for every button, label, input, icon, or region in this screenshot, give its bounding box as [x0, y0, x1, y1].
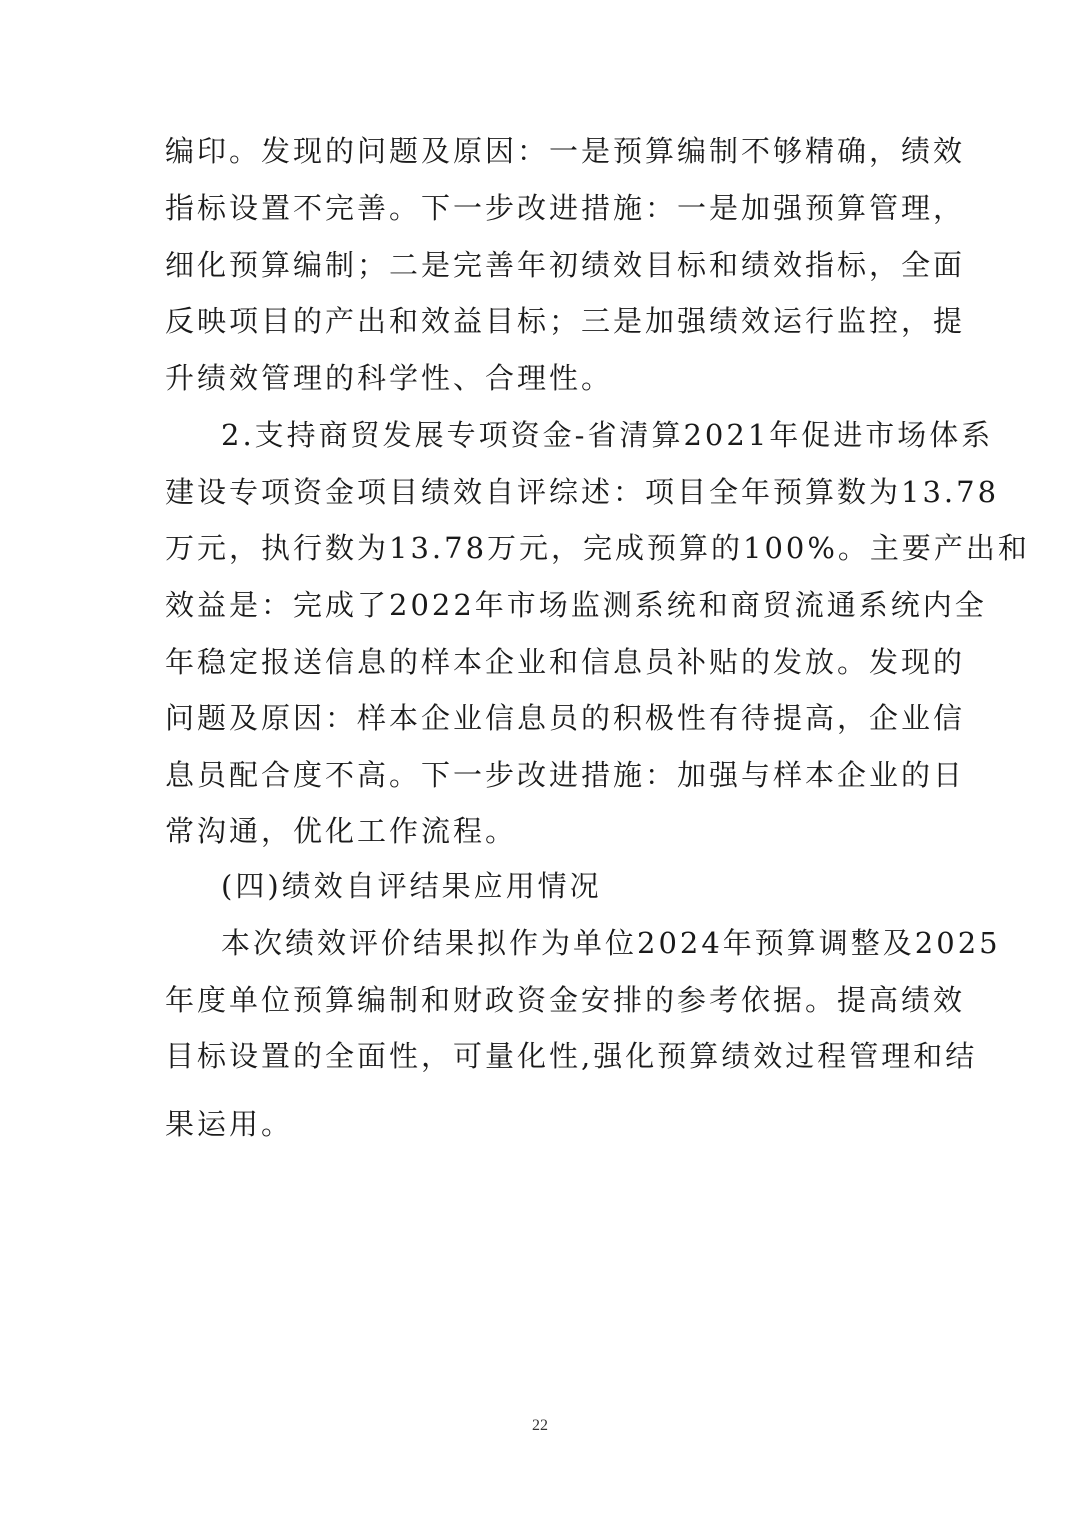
paragraph-line: 细化预算编制；二是完善年初绩效目标和绩效指标，全面: [165, 248, 966, 282]
paragraph-line: 万元，执行数为13.78万元，完成预算的100%。主要产出和: [165, 531, 1030, 565]
paragraph-line: 反映项目的产出和效益目标；三是加强绩效运行监控，提: [165, 304, 966, 338]
paragraph-line: 目标设置的全面性，可量化性,强化预算绩效过程管理和结: [165, 1039, 978, 1073]
paragraph-line: 常沟通，优化工作流程。: [165, 814, 518, 848]
paragraph-line: 效益是：完成了2022年市场监测系统和商贸流通系统内全: [165, 588, 987, 622]
paragraph-line: 升绩效管理的科学性、合理性。: [165, 361, 614, 395]
paragraph-line: 息员配合度不高。下一步改进措施：加强与样本企业的日: [165, 758, 966, 792]
paragraph-line: 指标设置不完善。下一步改进措施：一是加强预算管理，: [165, 191, 966, 225]
paragraph-line: 年稳定报送信息的样本企业和信息员补贴的发放。发现的: [165, 645, 966, 679]
paragraph-line: 建设专项资金项目绩效自评综述：项目全年预算数为13.78: [165, 475, 1000, 509]
paragraph-line: 果运用。: [165, 1107, 294, 1141]
paragraph-line: 2.支持商贸发展专项资金-省清算2021年促进市场体系: [221, 418, 994, 452]
paragraph-line: 本次绩效评价结果拟作为单位2024年预算调整及2025: [221, 926, 1001, 960]
paragraph-line: 问题及原因：样本企业信息员的积极性有待提高，企业信: [165, 701, 966, 735]
paragraph-line: 年度单位预算编制和财政资金安排的参考依据。提高绩效: [165, 983, 966, 1017]
section-heading: (四)绩效自评结果应用情况: [221, 869, 602, 903]
paragraph-line: 编印。发现的问题及原因：一是预算编制不够精确，绩效: [165, 134, 966, 168]
page-number: 22: [532, 1417, 548, 1434]
